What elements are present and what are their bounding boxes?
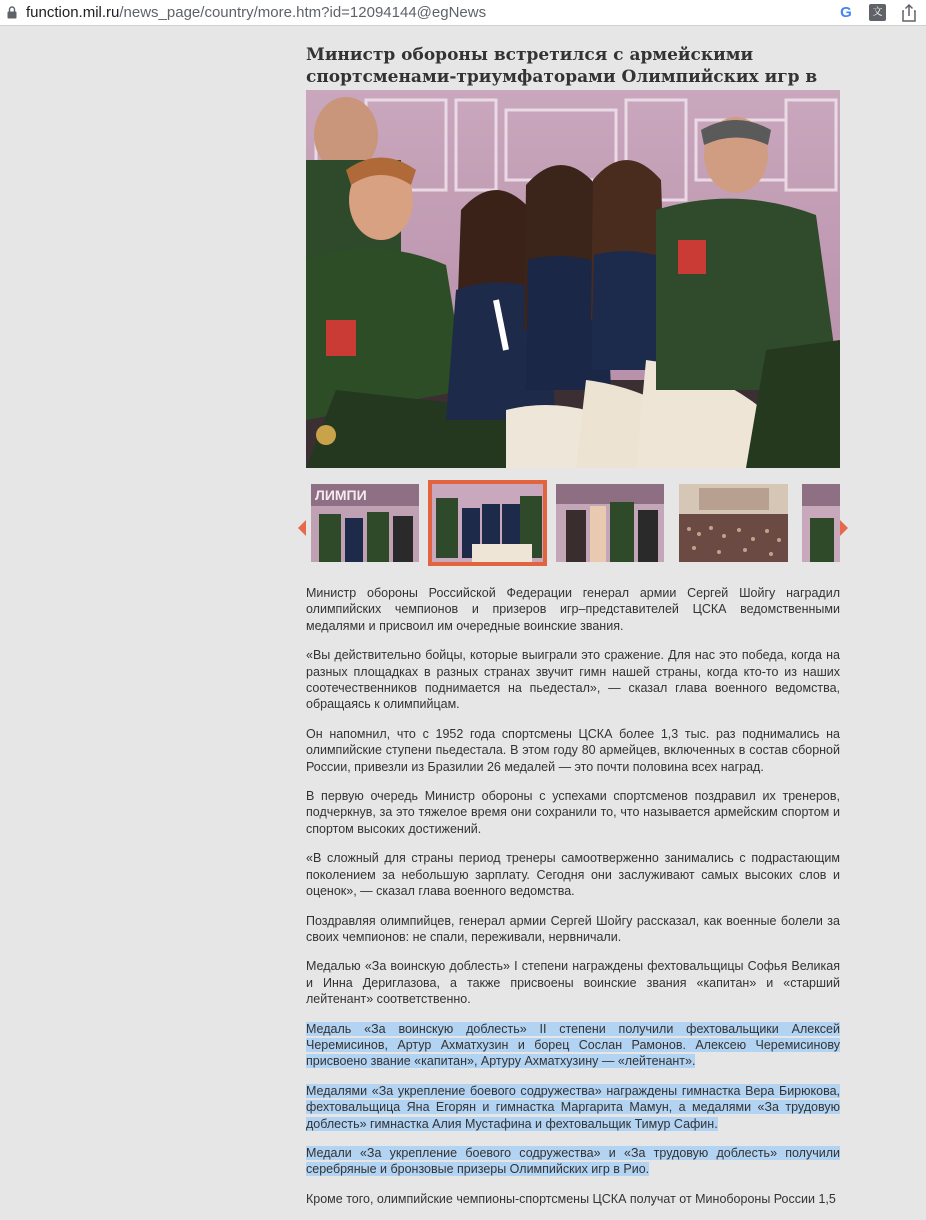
- paragraph-text: В первую очередь Министр обороны с успехами спортсменов поздравил их тренеров, подчеркнув, за это тяжелое время они сохранили то, что называется армейским спортом и спортом высоких достижений.: [306, 789, 840, 836]
- paragraph-text: Министр обороны Российской Федерации генерал армии Сергей Шойгу наградил олимпийских чемпионов и призеров игр–представителей ЦСКА ведомственными медалями и присвоил им очередные воинские звания.: [306, 586, 840, 633]
- article-body: [306, 585, 840, 1220]
- article-paragraph: [306, 1191, 840, 1207]
- article-paragraph: [306, 850, 840, 899]
- article-paragraph: [306, 913, 840, 946]
- paragraph-text: «В сложный для страны период тренеры самоотверженно занимались с подрастающим поколением за небольшую зарплату. Сегодня они заслуживают самых высоких слов и оценок», — сказал глава военного ведомства.: [306, 851, 840, 899]
- gallery-thumb[interactable]: [679, 484, 788, 562]
- article-paragraph-selected: [306, 1145, 840, 1178]
- share-icon[interactable]: [901, 4, 917, 22]
- thumb-image: [311, 484, 419, 562]
- url-text[interactable]: [26, 4, 486, 21]
- paragraph-text: Медали «За укрепление боевого содружества» и «За трудовую доблесть» получили серебряные и бронзовые призеры Олимпийских игр в Рио.: [306, 1145, 840, 1177]
- article-paragraph: [306, 958, 840, 1007]
- thumb-image: [432, 484, 543, 562]
- paragraph-text: Поздравляя олимпийцев, генерал армии Сергей Шойгу рассказал, как военные болели за своих чемпионов: не спали, переживали, нервничали.: [306, 913, 840, 944]
- gallery-thumb[interactable]: [556, 484, 664, 562]
- google-icon[interactable]: G: [840, 4, 852, 21]
- article-title: Министр обороны встретился с армейскими спортсменами-триумфаторами Олимпийских игр в: [306, 45, 818, 87]
- url-host: function.mil.ru: [26, 4, 120, 21]
- translate-icon[interactable]: 文: [869, 4, 886, 21]
- thumb-image: [556, 484, 664, 562]
- gallery-thumb-active[interactable]: [428, 480, 547, 566]
- article-paragraph: [306, 585, 840, 634]
- thumb-image: [802, 484, 840, 562]
- thumb-image: [679, 484, 788, 562]
- article-paragraph: [306, 788, 840, 837]
- paragraph-text: Медалями «За укрепление боевого содружества» награждены гимнастка Вера Бирюкова, фехтовальщица Яна Егорян и гимнастка Маргарита Мамун, а медалями «За трудовую доблесть» гимнастка Алия Мустафина и фехтовальщик Тимур Сафин.: [306, 1083, 840, 1131]
- article-paragraph: [306, 647, 840, 713]
- article-paragraph-selected: [306, 1021, 840, 1070]
- gallery-thumb[interactable]: [802, 484, 840, 562]
- article-paragraph-selected: [306, 1083, 840, 1132]
- paragraph-text: «Вы действительно бойцы, которые выиграли это сражение. Для нас это победа, когда на разных площадках в разных странах звучит гимн нашей страны, когда кто-то из наших соотечественников поднимается на пьедестал», — сказал глава военного ведомства, обращаясь к олимпийцам.: [306, 648, 840, 712]
- svg-text:ЛИМПИ: ЛИМПИ: [315, 487, 367, 503]
- gallery-prev-arrow[interactable]: [298, 520, 306, 536]
- address-bar[interactable]: [0, 0, 926, 26]
- url-path: /news_page/country/more.htm?id=12094144@egNews: [119, 4, 487, 21]
- paragraph-text: Медалью «За воинскую доблесть» I степени награждены фехтовальщицы Софья Великая и Инна Дериглазова, а также присвоены воинские звания «капитан» и «старший лейтенант» соответственно.: [306, 959, 840, 1007]
- lock-icon: [7, 6, 17, 19]
- photo-illustration: [306, 90, 840, 468]
- article-paragraph: [306, 726, 840, 775]
- paragraph-text: Кроме того, олимпийские чемпионы-спортсмены ЦСКА получат от Минобороны России 1,5: [306, 1191, 836, 1206]
- gallery-next-arrow[interactable]: [840, 520, 848, 536]
- paragraph-text: Медаль «За воинскую доблесть» II степени получили фехтовальщики Алексей Черемисинов, Артур Ахматхузин и борец Сослан Рамонов. Алексею Черемисинову присвоено звание «капитан», Артуру Ахматхузину — «лейтенант».: [306, 1021, 840, 1069]
- paragraph-text: Он напомнил, что с 1952 года спортсмены ЦСКА более 1,3 тыс. раз поднимались на олимпийские ступени пьедестала. В этом году 80 армейцев, включенных в состав сборной России, привезли из Бразилии 26 медалей — это почти половина всех наград.: [306, 726, 840, 774]
- gallery-thumb[interactable]: [311, 484, 419, 562]
- main-photo[interactable]: [306, 90, 840, 468]
